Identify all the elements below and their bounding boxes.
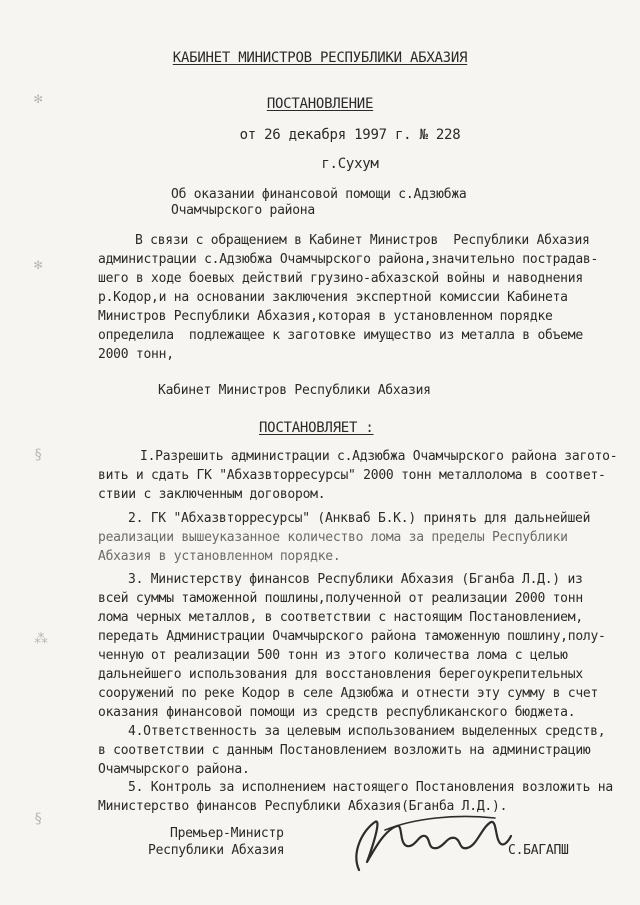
item-3-line: сооружений по реке Кодор в селе Адзюбжа и отнести эту сумму в счет [98, 686, 599, 701]
signatory-name: С.БАГАПШ [508, 843, 569, 858]
item-5-line: Министерство финансов Республики Абхазия(Бганба Л.Д.). [98, 799, 508, 814]
punch-hole-mark: § [34, 811, 43, 827]
subject-line-2: Очамчырского района [171, 203, 315, 218]
signatory-position: Республики Абхазия [148, 843, 285, 858]
punch-hole-mark: ⁂ [34, 631, 48, 647]
doc-type-title: ПОСТАНОВЛЕНИЕ [266, 96, 374, 112]
decree-word: ПОСТАНОВЛЯЕТ : [259, 420, 374, 436]
punch-hole-mark: § [34, 447, 43, 463]
cabinet-line: Кабинет Министров Республики Абхазия [158, 383, 431, 398]
date-number: от 26 декабря 1997 г. № 228 [239, 127, 461, 143]
punch-hole-mark: ✻ [34, 91, 43, 107]
preamble-line: шего в ходе боевых действий грузино-абхазской войны и наводнения [98, 271, 583, 286]
item-1-line: вить и сдать ГК "Абхазвторресурсы" 2000 тонн металлолома в соответ- [98, 468, 606, 483]
preamble-line: администрации с.Адзюбжа Очамчырского района,значительно пострадав- [98, 252, 599, 267]
item-3-line: оказания финансовой помощи из средств республиканского бюджета. [98, 705, 576, 720]
item-1-line: ствии с заключенным договором. [98, 487, 326, 502]
item-2-line: реализации вышеуказанное количество лома за пределы Республики [98, 530, 568, 545]
city: г.Сухум [321, 156, 379, 172]
item-4-line: Очамчырского района. [98, 762, 250, 777]
preamble-line: р.Кодор,и на основании заключения экспертной комиссии Кабинета [98, 290, 568, 305]
item-3-line: передать Администрации Очамчырского района таможенную пошлину,полу- [98, 629, 606, 644]
item-2-line: 2. ГК "Абхазвторресурсы" (Анкваб Б.К.) принять для дальнейшей [128, 511, 591, 526]
item-5-line: 5. Контроль за исполнением настоящего Постановления возложить на [128, 780, 613, 795]
punch-hole-mark: ✻ [34, 257, 43, 273]
item-3-line: ченную от реализации 500 тонн из этого количества лома с целью [98, 648, 568, 663]
item-2-line: Абхазия в установленном порядке. [98, 549, 341, 564]
item-3-line: лома черных металлов, в соответствии с настоящим Постановлением, [98, 610, 583, 625]
org-title: КАБИНЕТ МИНИСТРОВ РЕСПУБЛИКИ АБХАЗИЯ [172, 50, 468, 66]
preamble-line: Министров Республики Абхазия,которая в установленном порядке [98, 309, 553, 324]
item-3-line: дальнейшего использования для восстановления берегоукрепительных [98, 667, 583, 682]
item-1-line: I.Разрешить администрации с.Адзюбжа Очамчырского района загото- [140, 449, 618, 464]
preamble-line: 2000 тонн, [98, 347, 174, 362]
preamble-line: В связи с обращением в Кабинет Министров Республики Абхазия [135, 233, 590, 248]
item-4-line: в соответствии с данным Постановлением возложить на администрацию [98, 743, 591, 758]
preamble-line: определила подлежащее к заготовке имущество из металла в объеме [98, 328, 583, 343]
handwritten-signature [345, 800, 515, 880]
item-3-line: 3. Министерству финансов Республики Абхазия (Бганба Л.Д.) из [128, 572, 583, 587]
item-4-line: 4.Ответственность за целевым использованием выделенных средств, [128, 724, 606, 739]
signatory-position: Премьер-Министр [170, 826, 284, 841]
item-3-line: всей суммы таможенной пошлины,полученной от реализации 2000 тонн [98, 591, 583, 606]
subject-line-1: Об оказании финансовой помощи с.Адзюбжа [171, 187, 467, 202]
